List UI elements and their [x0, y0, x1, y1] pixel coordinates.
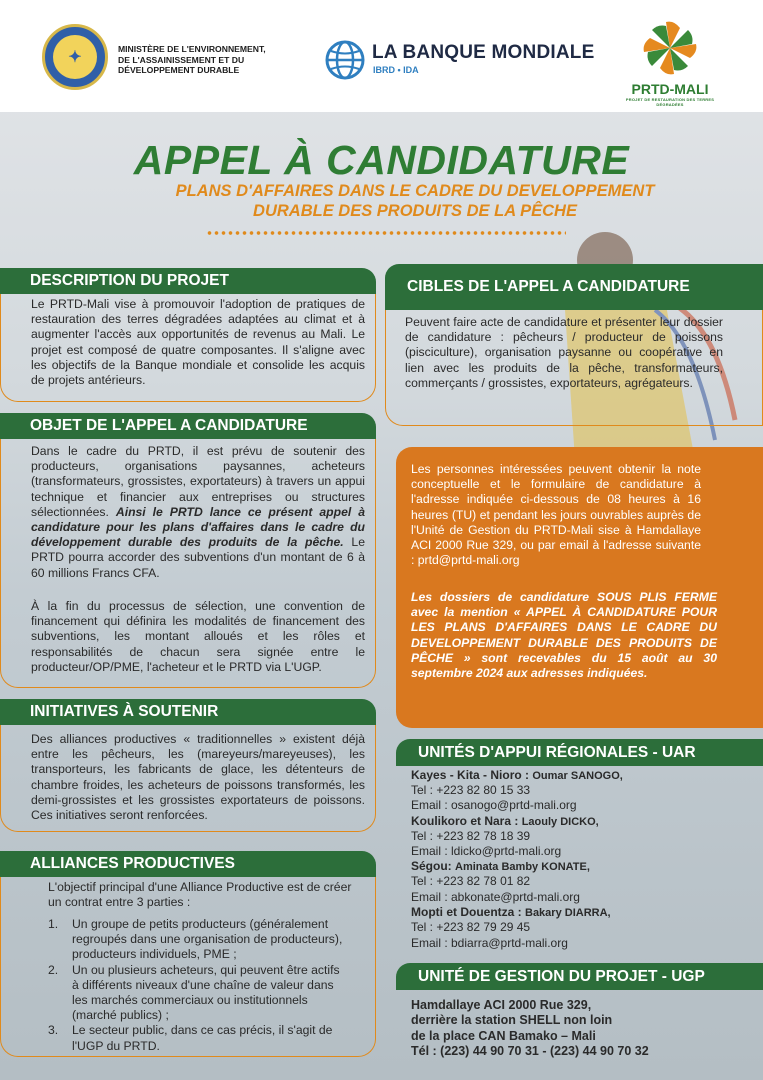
- description-heading: DESCRIPTION DU PROJET: [0, 268, 376, 294]
- initiatives-heading: INITIATIVES À SOUTENIR: [0, 699, 376, 725]
- ugp-line-2: derrière la station SHELL non loin: [411, 1013, 613, 1028]
- mali-seal-logo: [42, 24, 108, 90]
- objet-text-a: Dans le cadre du PRTD, il est prévu de soutenir des producteurs, organisations paysannes, acheteurs (transformateurs, grossistes, exportateurs) à travers un appui technique et financier aux entreprises ou structures sélectionnées.: [31, 444, 365, 519]
- prtd-mali-name: PRTD-MALI: [631, 81, 709, 97]
- prtd-pinwheel-logo-icon: [640, 18, 700, 78]
- uar-region-3-person: Aminata Bamby KONATE,: [455, 861, 590, 873]
- seal-emblem-icon: ✦: [53, 35, 97, 79]
- objet-paragraph-1: [31, 444, 365, 581]
- objet-heading: OBJET DE L'APPEL A CANDIDATURE: [0, 413, 376, 439]
- objet-paragraph-2: À la fin du processus de sélection, une convention de financement qui définira les modalités de financement des subventions, les montant alloués et les rôles et responsabilités de chacun sera signée entre le producteur/OP/PME, l'acheteur et le PRTD via L'UGP.: [31, 599, 365, 674]
- ugp-address: [411, 998, 751, 1060]
- page-subtitle: PLANS D'AFFAIRES DANS LE CADRE DU DEVELOPPEMENT DURABLE DES PRODUITS DE LA PÊCHE: [175, 182, 655, 220]
- ugp-line-3: de la place CAN Bamako – Mali: [411, 1028, 596, 1043]
- uar-region-3: [411, 859, 590, 875]
- list-item-text: Un ou plusieurs acheteurs, qui peuvent être actifs à différents niveaux d'une chaîne de valeur dans les marchés commerciaux ou institutionnels (marché publics) ;: [72, 962, 340, 1023]
- uar-region-3-label: Ségou:: [411, 859, 452, 873]
- world-bank-sub: IBRD • IDA: [373, 65, 419, 75]
- uar-region-4-tel: Tel : +223 82 79 29 45: [411, 920, 531, 934]
- uar-region-1-label: Kayes - Kita - Nioro :: [411, 768, 530, 782]
- uar-region-1-tel: Tel : +223 82 80 15 33: [411, 783, 531, 797]
- uar-region-4-email[interactable]: Email : bdiarra@prtd-mali.org: [411, 936, 568, 950]
- uar-region-4-label: Mopti et Douentza :: [411, 905, 522, 919]
- uar-region-1: [411, 768, 623, 784]
- ugp-heading: UNITÉ DE GESTION DU PROJET - UGP: [396, 963, 763, 990]
- ugp-line-1: Hamdallaye ACI 2000 Rue 329,: [411, 998, 592, 1012]
- objet-text-c: Le PRTD pourra accorder des subventions d'un montant de 6 à 60 millions Francs CFA.: [31, 535, 365, 580]
- list-item-text: Un groupe de petits producteurs (généralement regroupés dans une organisation de producteurs), producteurs individuels, PME ;: [72, 917, 343, 962]
- list-item: [48, 917, 348, 963]
- description-text: Le PRTD-Mali vise à promouvoir l'adoption de pratiques de restauration des terres dégradées adaptées au climat et à augmenter l'accès aux opportunités de revenus au Mali. Le projet est composé de quatre composantes. Il s'aligne avec les objectifs de la Banque mondiale et consolide les acquis de projets antérieurs.: [31, 297, 365, 388]
- list-item-text: Le secteur public, dans ce cas précis, il s'agit de l'UGP du PRTD.: [72, 1023, 333, 1053]
- uar-region-2-tel: Tel : +223 82 78 18 39: [411, 829, 531, 843]
- header-bar: [0, 0, 763, 112]
- ministry-name: MINISTÈRE DE L'ENVIRONNEMENT, DE L'ASSAINISSEMENT ET DU DÉVELOPPEMENT DURABLE: [118, 44, 266, 76]
- cibles-text: Peuvent faire acte de candidature et présenter leur dossier de candidature : pêcheurs / producteur de poissons (pisciculture), organisation paysanne ou coopérative en lien avec les produits de la pêche, transformateurs, commerçants / grossistes, exportateurs, agrégateurs.: [405, 315, 723, 390]
- list-item-number: 1.: [48, 917, 59, 931]
- page-title: APPEL À CANDIDATURE: [133, 137, 630, 183]
- uar-region-1-email[interactable]: Email : osanogo@prtd-mali.org: [411, 798, 577, 812]
- uar-region-1-person: Oumar SANOGO,: [532, 770, 623, 782]
- uar-region-3-tel: Tel : +223 82 78 01 82: [411, 874, 531, 888]
- uar-region-2-person: Laouly DICKO,: [521, 816, 599, 828]
- cibles-heading: CIBLES DE L'APPEL A CANDIDATURE: [385, 264, 763, 310]
- info-bold-text: Les dossiers de candidature SOUS PLIS FERME avec la mention « APPEL À CANDIDATURE POUR LES PLANS D'AFFAIRES DANS LE CADRE DU DEVELOPPEMENT DURABLE DES PRODUITS DE PÊCHE » sont recevables du 15 août au 30 septembre 2024 aux adresses indiquées.: [411, 590, 717, 681]
- list-item-number: 2.: [48, 962, 59, 977]
- objet-text-bold: Ainsi le PRTD lance ce présent appel à candidature pour les plans d'affaires dans le cadre du développement durable des produits de la pêche.: [31, 504, 365, 550]
- uar-region-2-label: Koulikoro et Nara :: [411, 814, 519, 828]
- uar-region-2: [411, 814, 599, 830]
- ugp-phone: Tél : (223) 44 90 70 31 - (223) 44 90 70 32: [411, 1044, 649, 1059]
- uar-region-4-person: Bakary DIARRA,: [525, 907, 611, 919]
- initiatives-text: Des alliances productives « traditionnelles » existent déjà entre les pêcheurs, les (mareyeurs/mareyeuses), les transporteurs, les fabricants de glace, les détenteurs de chambre froides, les acheteurs de poissons transformés, les demi-grossistes et les grossistes exportateurs de poissons. Ces initiatives seront renforcées.: [31, 732, 365, 823]
- alliances-intro: L'objectif principal d'une Alliance Productive est de créer un contrat entre 3 parties :: [48, 880, 352, 910]
- world-bank-name: LA BANQUE MONDIALE: [372, 42, 595, 63]
- uar-region-2-email[interactable]: Email : ldicko@prtd-mali.org: [411, 844, 562, 858]
- prtd-mali-subtitle: PROJET DE RESTAURATION DES TERRES DÉGRADÉES: [625, 97, 715, 107]
- uar-heading: UNITÉS D'APPUI RÉGIONALES - UAR: [396, 739, 763, 766]
- dotted-divider: [206, 230, 566, 236]
- list-item-number: 3.: [48, 1023, 59, 1038]
- world-bank-globe-icon: [325, 40, 365, 80]
- alliances-list: [48, 917, 348, 1054]
- uar-region-4: [411, 905, 611, 921]
- info-text: Les personnes intéressées peuvent obtenir la note conceptuelle et le formulaire de candidature à l'adresse indiquée ci-dessous de 08 heures à 16 heures (TU) et pendant les jours ouvrables auprès de l'Unité de Gestion du PRTD-Mali sise à Hamdallaye ACI 2000 Rue 329, ou par email à l'adresse suivante : prtd@prtd-mali.org: [411, 462, 701, 568]
- uar-region-3-email[interactable]: Email : abkonate@prtd-mali.org: [411, 890, 580, 904]
- list-item: [48, 963, 348, 1024]
- list-item: [48, 1023, 348, 1053]
- alliances-heading: ALLIANCES PRODUCTIVES: [0, 851, 376, 877]
